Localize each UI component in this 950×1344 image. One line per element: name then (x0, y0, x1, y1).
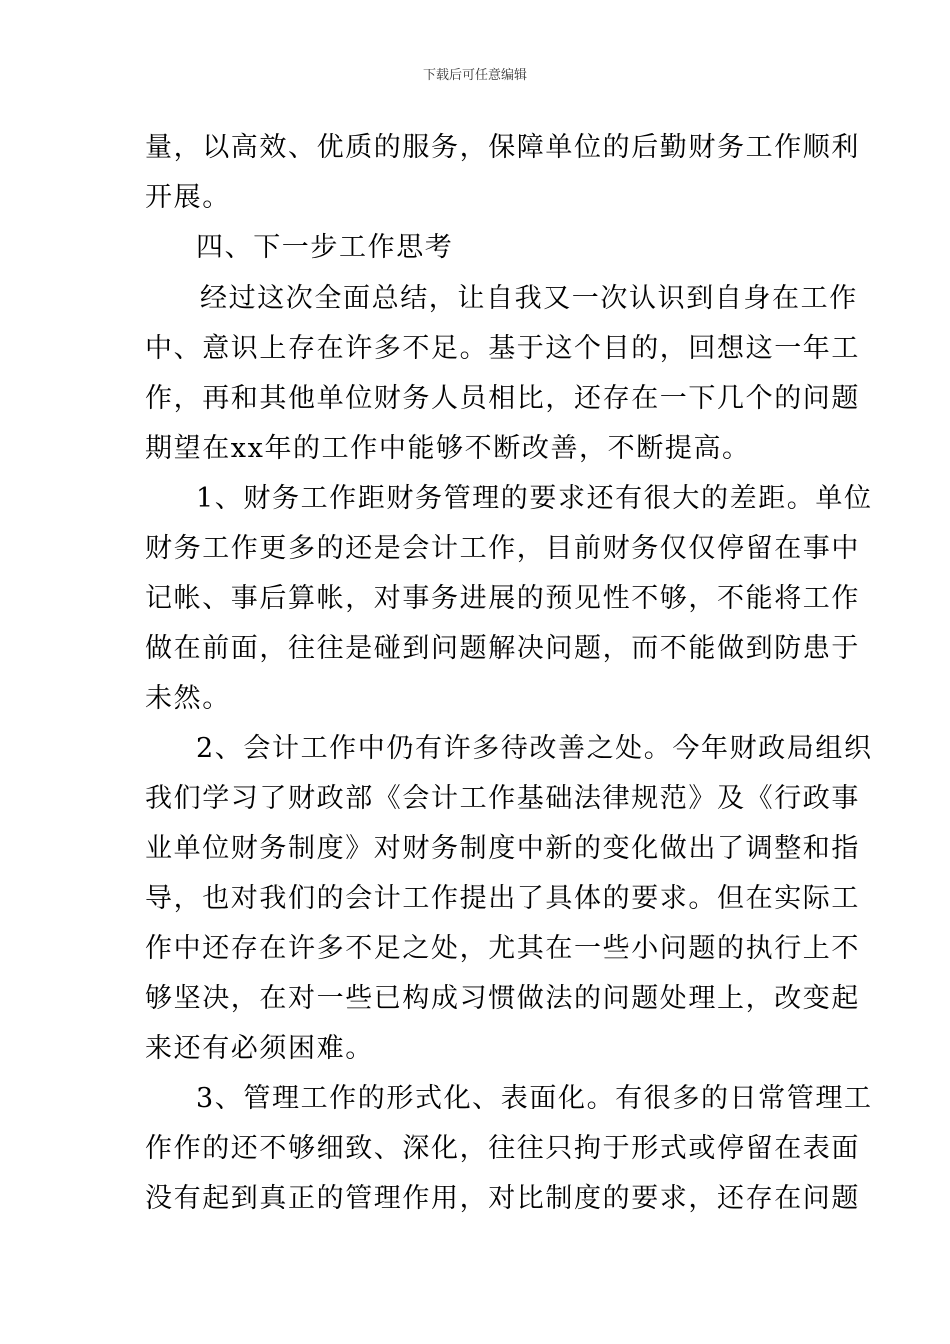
text-line: 我们学习了财政部《会计工作基础法律规范》及《行政事 (145, 783, 860, 814)
text-line: 导，也对我们的会计工作提出了具体的要求。但在实际工 (145, 883, 860, 914)
text-line: 没有起到真正的管理作用，对比制度的要求，还存在问题 (145, 1183, 860, 1214)
text-line: 量，以高效、优质的服务，保障单位的后勤财务工作顺利 (145, 132, 860, 163)
text-line: 够坚决，在对一些已构成习惯做法的问题处理上，改变起 (145, 983, 860, 1014)
text-line: 经过这次全面总结，让自我又一次认识到自身在工作 (200, 283, 858, 314)
page-header-note: 下载后可任意编辑 (422, 68, 527, 83)
text-line: 财务工作更多的还是会计工作，目前财务仅仅停留在事中 (145, 533, 860, 564)
text-line: 未然。 (145, 683, 231, 714)
text-line: 期望在xx年的工作中能够不断改善，不断提高。 (145, 433, 751, 464)
text-line: 3、管理工作的形式化、表面化。有很多的日常管理工 (196, 1083, 873, 1114)
text-line: 做在前面，往往是碰到问题解决问题，而不能做到防患于 (145, 633, 860, 664)
text-line: 开展。 (145, 182, 231, 213)
text-line: 作中还存在许多不足之处，尤其在一些小问题的执行上不 (145, 933, 860, 964)
text-line: 中、意识上存在许多不足。基于这个目的，回想这一年工 (145, 333, 860, 364)
text-line: 2、会计工作中仍有许多待改善之处。今年财政局组织 (196, 733, 873, 764)
section-heading: 四、下一步工作思考 (196, 232, 454, 263)
text-line: 1、财务工作距财务管理的要求还有很大的差距。单位 (196, 483, 873, 514)
text-line: 记帐、事后算帐，对事务进展的预见性不够，不能将工作 (145, 583, 860, 614)
text-line: 来还有必须困难。 (145, 1033, 374, 1064)
text-line: 作作的还不够细致、深化，往往只拘于形式或停留在表面 (145, 1133, 860, 1164)
text-line: 作，再和其他单位财务人员相比，还存在一下几个的问题 (145, 383, 860, 414)
text-line: 业单位财务制度》对财务制度中新的变化做出了调整和指 (145, 833, 860, 864)
